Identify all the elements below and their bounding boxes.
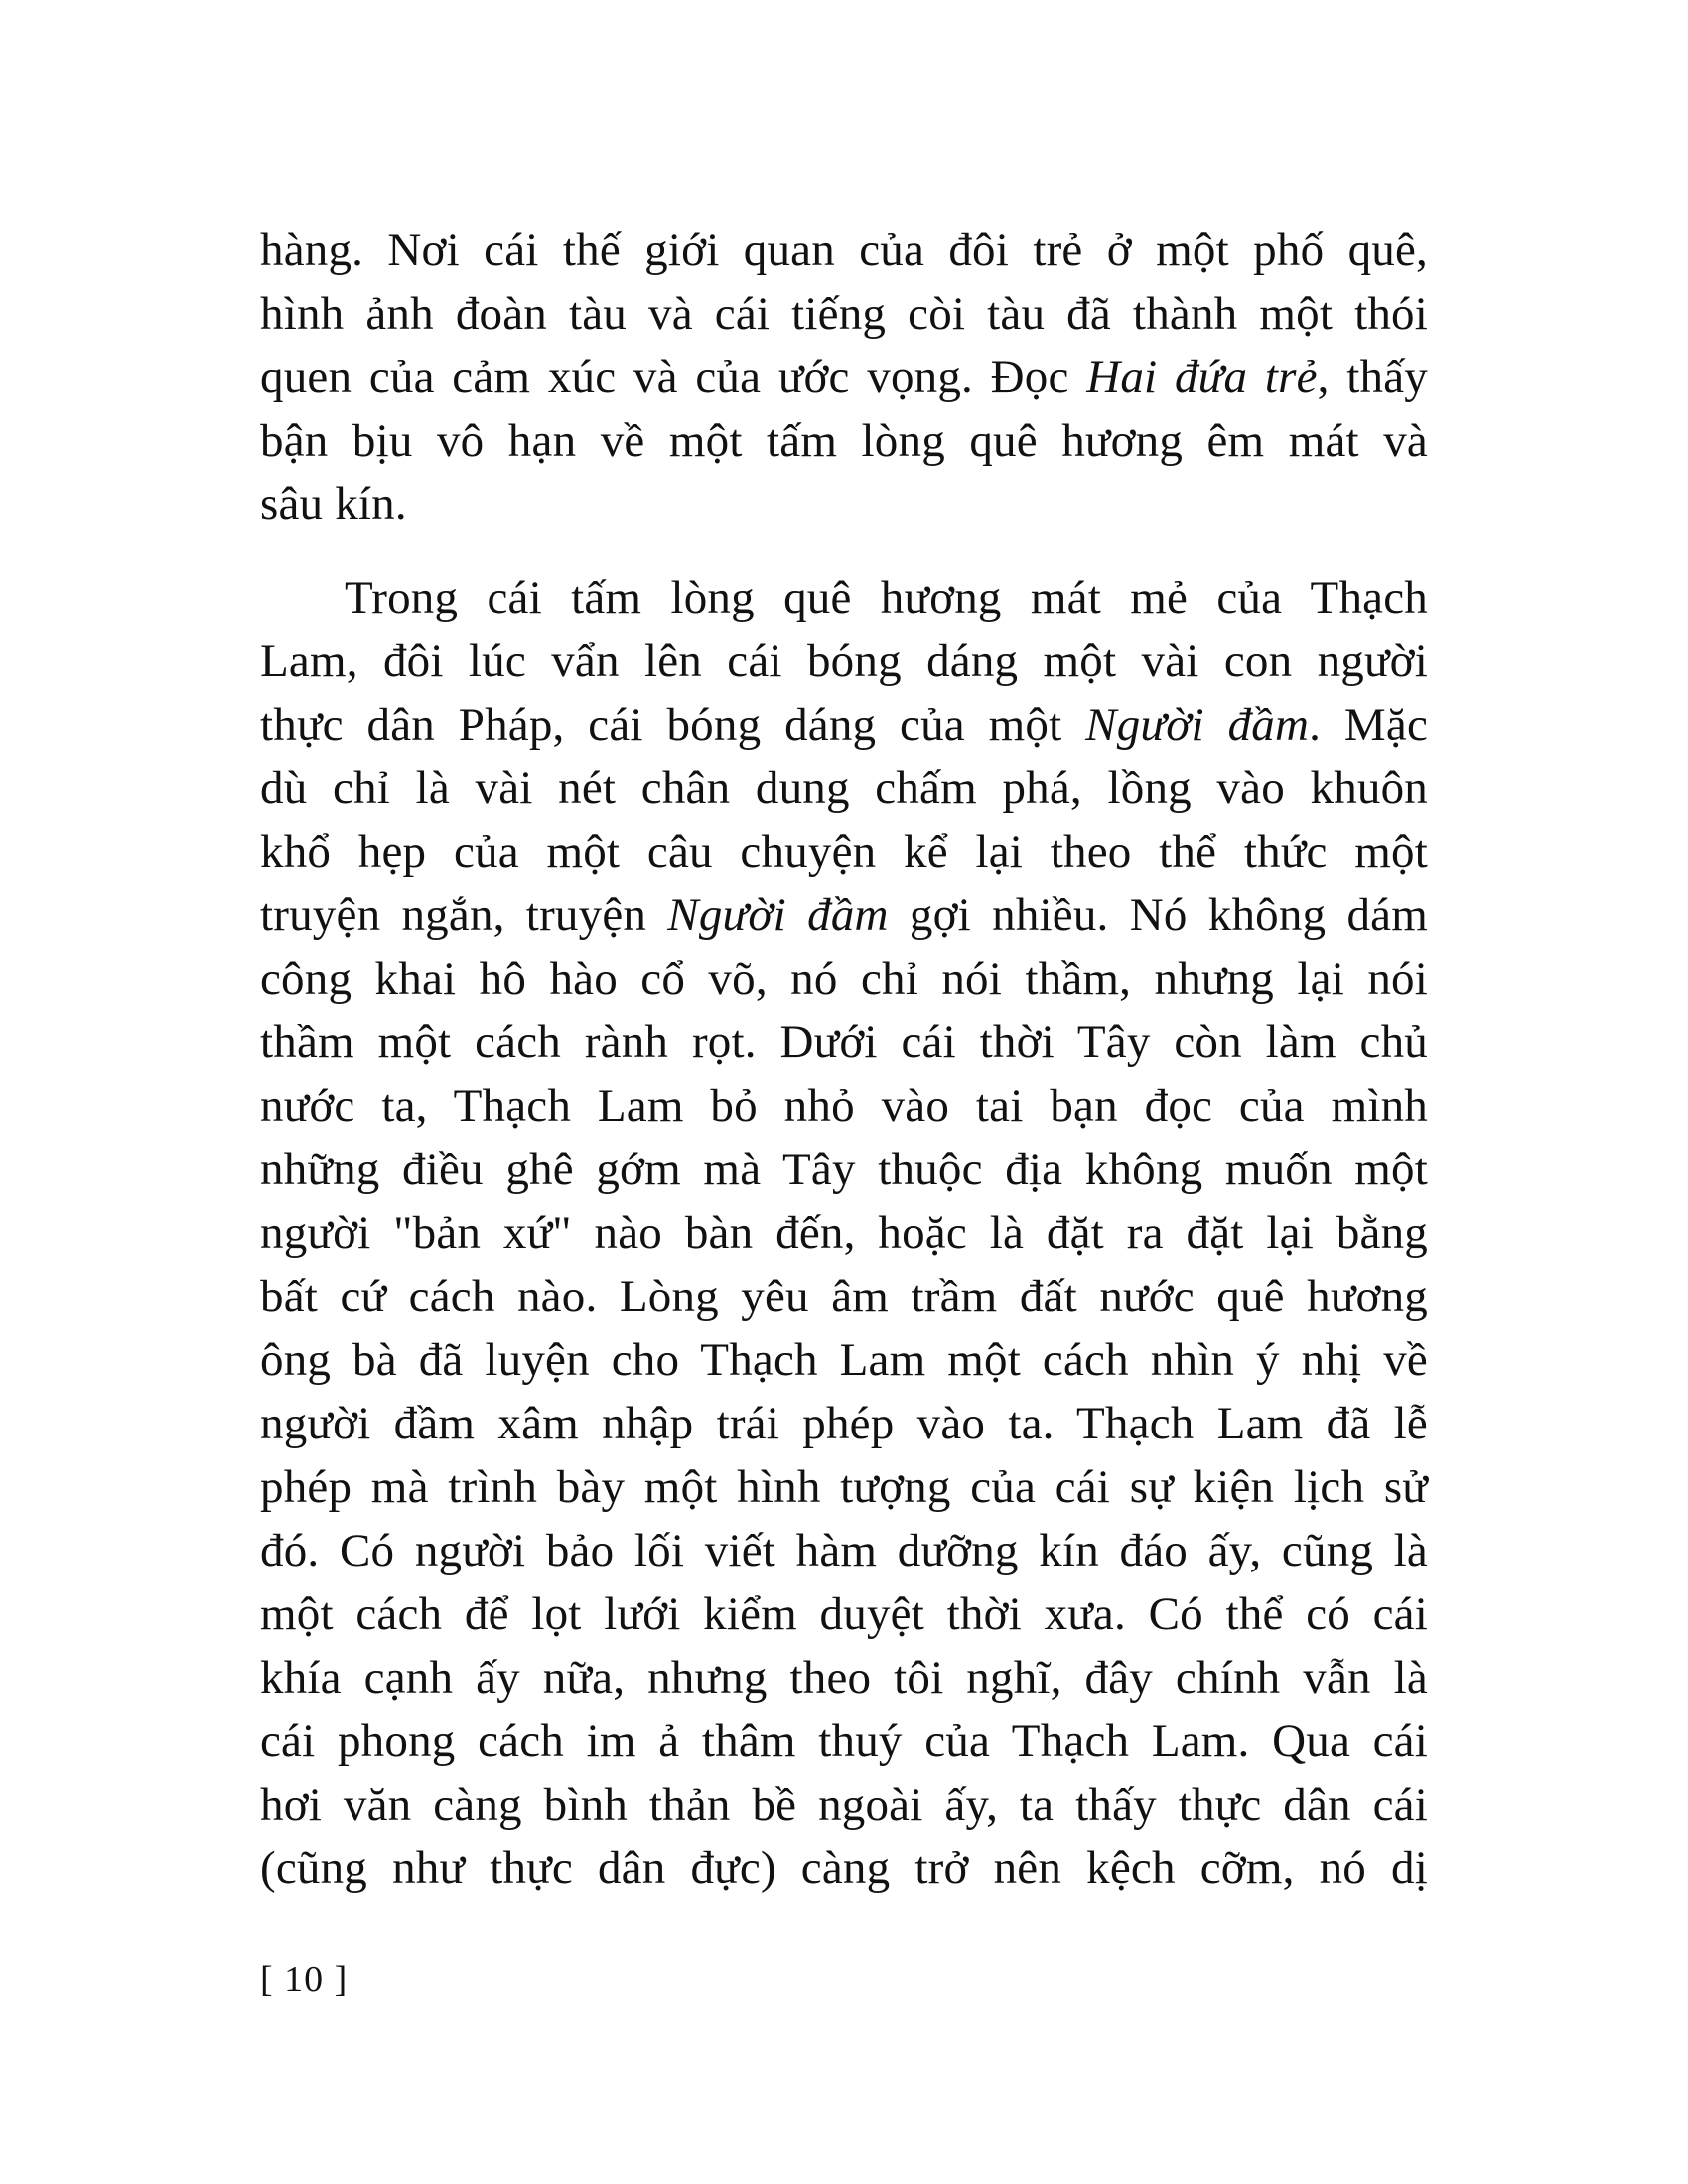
text-line [260,947,1428,1011]
text-line [260,1773,1428,1837]
text-block [260,218,1428,1900]
text-line [260,1455,1428,1519]
text-line [260,1582,1428,1646]
text-run: sâu kín. [260,478,407,530]
text-run: , thấy [1317,351,1428,403]
text-line [260,1201,1428,1265]
text-line [260,693,1428,756]
text-run: phép mà trình bày một hình tượng của cái sự kiện lịch sử [260,1461,1428,1513]
text-line [260,1646,1428,1709]
text-run: khổ hẹp của một câu chuyện kể lại theo thể thức một [260,826,1428,878]
text-run: bất cứ cách nào. Lòng yêu âm trầm đất nước quê hương [260,1271,1428,1322]
text-line [260,884,1428,947]
italic-title-text: Hai đứa trẻ [1086,351,1318,403]
text-run: hàng. Nơi cái thế giới quan của đôi trẻ ở một phố quê, [260,224,1428,276]
text-run: dù chỉ là vài nét chân dung chấm phá, lồng vào khuôn [260,762,1428,814]
text-line [260,218,1428,282]
text-run: . Mặc [1309,699,1428,751]
text-line [260,1074,1428,1138]
text-line [260,820,1428,884]
text-run: Lam, đôi lúc vẩn lên cái bóng dáng một vài con người [260,635,1428,687]
text-run: những điều ghê gớm mà Tây thuộc địa không muốn một [260,1144,1428,1195]
text-run: quen của cảm xúc và của ước vọng. Đọc [260,351,1087,403]
text-run: thực dân Pháp, cái bóng dáng của một [260,699,1086,751]
italic-title-text: Người đầm [1085,699,1310,751]
text-run: hình ảnh đoàn tàu và cái tiếng còi tàu đã thành một thói [260,288,1428,340]
text-run: người "bản xứ" nào bàn đến, hoặc là đặt ra đặt lại bằng [260,1207,1428,1259]
text-line [260,1138,1428,1201]
text-run: cái phong cách im ả thâm thuý của Thạch Lam. Qua cái [260,1715,1428,1767]
text-run: người đầm xâm nhập trái phép vào ta. Thạch Lam đã lễ [260,1398,1428,1449]
page-number: [ 10 ] [260,1959,349,2000]
text-line [260,1709,1428,1773]
text-run: truyện ngắn, truyện [260,889,668,941]
text-line [260,409,1428,473]
text-run: đó. Có người bảo lối viết hàm dưỡng kín đáo ấy, cũng là [260,1525,1428,1576]
text-run: hơi văn càng bình thản bề ngoài ấy, ta thấy thực dân cái [260,1779,1428,1831]
text-run: khía cạnh ấy nữa, nhưng theo tôi nghĩ, đây chính vẫn là [260,1652,1428,1704]
text-line [260,282,1428,345]
text-run: nước ta, Thạch Lam bỏ nhỏ vào tai bạn đọc của mình [260,1080,1428,1132]
text-line [260,473,1428,536]
text-line [260,1265,1428,1328]
text-line [260,1392,1428,1455]
text-line [260,629,1428,693]
text-run: gợi nhiều. Nó không dám [888,889,1428,941]
text-line [260,1837,1428,1900]
text-line [260,1519,1428,1582]
text-line [260,345,1428,409]
text-line [260,566,1428,629]
text-line [260,1011,1428,1074]
text-run: Trong cái tấm lòng quê hương mát mẻ của Thạch [345,572,1428,623]
text-line [260,1328,1428,1392]
text-run: (cũng như thực dân đực) càng trở nên kệch cỡm, nó dị [260,1843,1428,1894]
italic-title-text: Người đầm [667,889,889,941]
text-run: công khai hô hào cổ võ, nó chỉ nói thầm, nhưng lại nói [260,953,1428,1005]
paragraph [260,566,1428,1900]
text-run: thầm một cách rành rọt. Dưới cái thời Tây còn làm chủ [260,1017,1428,1068]
text-run: ông bà đã luyện cho Thạch Lam một cách nhìn ý nhị về [260,1334,1428,1386]
paragraph [260,218,1428,536]
text-line [260,756,1428,820]
text-run: bận bịu vô hạn về một tấm lòng quê hương êm mát và [260,415,1428,467]
text-run: một cách để lọt lưới kiểm duyệt thời xưa. Có thể có cái [260,1588,1428,1640]
